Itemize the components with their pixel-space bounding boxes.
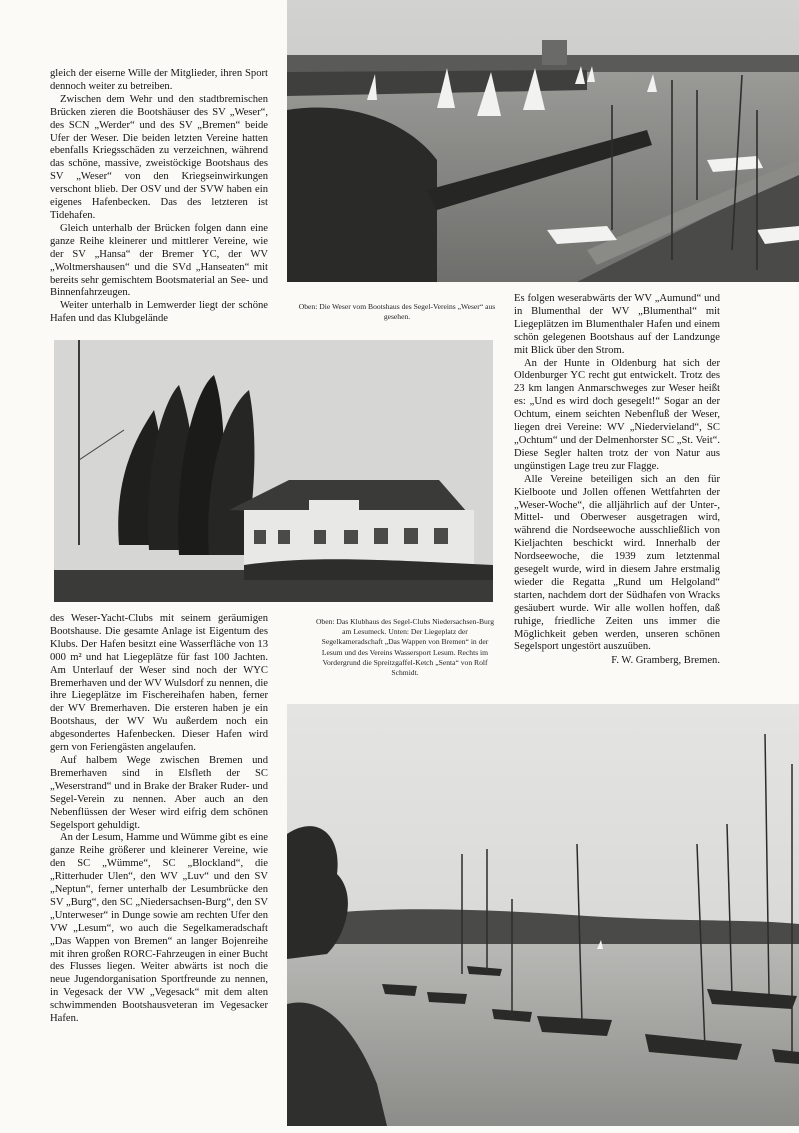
author-signature: F. W. Gramberg, Bremen. xyxy=(611,655,720,667)
photo-clubhouse xyxy=(54,340,493,602)
photo-weser-sailboats xyxy=(287,0,799,282)
article-column-left-top xyxy=(50,68,268,326)
paragraph: Es folgen weserabwärts der WV „Aumund“ und in Blumenthal der WV „Blumenthal“ mit Liegeplätzen im Blumenthaler Hafen und einem schön gelegenen Bootshaus auf der Landzunge mit Blick über den Strom. xyxy=(514,293,720,356)
paragraph: gleich der eiserne Wille der Mitglieder, ihren Sport dennoch weiter zu betreiben. xyxy=(50,68,268,92)
paragraph: Auf halbem Wege zwischen Bremen und Bremerhaven sind in Elsfleth der SC „Weserstrand“ und in Brake der Braker Ruder- und Segel-Verein zu nennen. Aber auch an den Nebenflüssen der Weser wird eifrig dem schönen Segelsport gehuldigt. xyxy=(50,754,268,831)
paragraph: An der Hunte in Oldenburg hat sich der Oldenburger YC recht gut entwickelt. Trotz des 23 km langen Anmarschweges zur Weser heißt es: „Und es wird doch gesegelt!“ Sogar an der Ochtum, einem seichten Nebenfluß der Weser, liegen drei Vereine: WV „Niedervieland“, SC „Ochtum“ und der Delmenhorster SC „St. Veit“. Diese Segler halten trotz der von Natur aus ungünstigen Lage treu zur Flagge. xyxy=(514,357,720,472)
caption-middle-photo: Oben: Das Klubhaus des Segel-Clubs Niedersachsen-Burg am Lesumeck. Unten: Der Liegeplatz der Segelkameradschaft „Das Wappen von Bremen“ in der Lesum und des Vereins Wassersport Lesum. Rechts im Vordergrund die Spreitzgaffel-Ketch „Senta“ von Rolf Schmidt. xyxy=(315,617,495,678)
paragraph: An der Lesum, Hamme und Wümme gibt es eine ganze Reihe größerer und kleinerer Vereine, wie den SC „Wümme“, SC „Blockland“, die „Ritterhuder Ulen“, den WV „Luv“ und den SV „Neptun“, ferner unterhalb der Lesumbrücke den SV „Burg“, den SC „Niedersachsen-Burg“, den SV „Unterweser“ in Dunge sowie am rechten Ufer den VW „Lesum“, wo auch die Segelkameradschaft „Das Wappen von Bremen“ an langer Bojenreihe mit ihren großen RORC-Fahrzeugen in einer Bucht des Flusses liegen. Weiter abwärts ist noch die neue Jugendorganisation Sportfreunde zu nennen, in Vegesack der VW „Vegesack“ mit dem alten schwimmenden Bootshausveteran im Vegesacker Hafen. xyxy=(50,832,268,1025)
article-column-left-bottom xyxy=(50,613,268,1026)
caption-top-photo: Oben: Die Weser vom Bootshaus des Segel-Vereins „Weser“ aus gesehen. xyxy=(298,302,496,322)
paragraph: Alle Vereine beteiligen sich an den für Kielboote und Jollen offenen Wettfahrten der „Weser-Woche“, die alljährlich auf der Unter-, Mittel- und Oberweser ausgetragen wird, während die Nordseewoche ausschließlich von Kieljachten beschickt wird. Innerhalb der Nordseewoche, die 1939 zum letztenmal gesegelt wurde, wird in diesem Jahre erstmalig wieder die Regatta „Rund um Helgoland“ starten, nachdem dort der Südhafen von Wracks gesäubert wurde. Wir alle wollen hoffen, daß ruhige, friedliche Zeiten uns immer die Möglichkeit geben werden, unseren schönen Segelsport ungestört auszuüben. xyxy=(514,473,720,653)
paragraph: Weiter unterhalb in Lemwerder liegt der schöne Hafen und das Klubgelände xyxy=(50,300,268,325)
article-column-right xyxy=(514,293,720,668)
paragraph: des Weser-Yacht-Clubs mit seinem geräumigen Bootshause. Die gesamte Anlage ist Eigentum des Klubs. Der Hafen besitzt eine Wasserfläche von 13 000 m² und hat Liegeplätze für fast 100 Jachten. Am Unterlauf der Weser sind noch der WYC Bremerhaven und der WV Wulsdorf zu nennen, die ihre Liegeplätze im Fischereihafen haben, ferner der WV Bremerhaven. Die ersteren haben je ein Bootshaus, der WV Wu außerdem noch ein abgesondertes Hafenbecken. Dieser Hafen wird gern von Feriengästen angelaufen. xyxy=(50,613,268,754)
paragraph: Gleich unterhalb der Brücken folgen dann eine ganze Reihe kleinerer und mittlerer Vereine, wie der SV „Hansa“ der Bremer YC, der WV „Woltmershausen“ und die SVd „Hanseaten“ mit bereits sehr gemischtem Bootsmaterial an See- und Binnenfahrzeugen. xyxy=(50,222,268,299)
photo-lesum-moorings xyxy=(287,704,799,1126)
paragraph: Zwischen dem Wehr und den stadtbremischen Brücken zieren die Bootshäuser des SV „Weser“, des SCN „Werder“ und des SV „Bremen“ beide Ufer der Weser. Die beiden letzten Vereine hatten ebenfalls Kriegsschäden zu verzeichnen, während das schöne, massive, zweistöckige Bootshaus des SV „Weser“ von den Kriegseinwirkungen verschont blieb. Der OSV und der SVW haben ein eigenes Hafenbecken. Das des letzteren ist Tidehafen. xyxy=(50,93,268,221)
